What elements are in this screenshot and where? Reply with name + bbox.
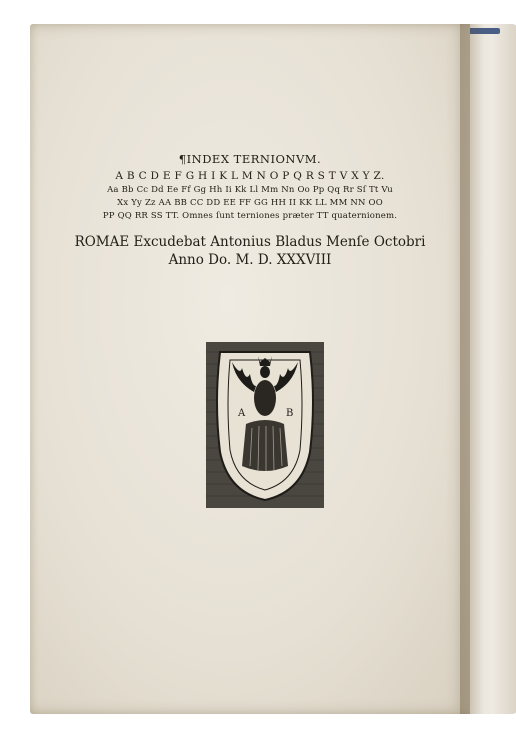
eagle-body-icon [254, 380, 276, 416]
page-gutter-shadow [460, 24, 484, 714]
imprint-line-2: Anno Do. M. D. XXXVIII [168, 252, 332, 268]
index-text-block [30, 152, 470, 269]
imprint-line-1: ROMAE Excudebat Antonius Bladus Menſe Octobri [74, 234, 426, 250]
eagle-head-icon [260, 366, 270, 378]
woodcut-letter-left: A [238, 408, 246, 419]
imprint [30, 233, 470, 269]
index-line-4: PP QQ RR SS TT. Omnes ſunt terniones præter TT quaternionem. [102, 211, 398, 221]
book [30, 18, 516, 708]
woodcut-letter-right: B [286, 408, 294, 419]
index-line-2: Aa Bb Cc Dd Ee Ff Gg Hh Ii Kk Ll Mm Nn Oo Pp Qq Rr Sſ Tt Vu [107, 185, 393, 195]
printers-device-woodcut [206, 342, 324, 508]
index-line-3: Xx Yy Zz AA BB CC DD EE FF GG HH II KK LL MM NN OO [117, 198, 383, 208]
index-line-1: A B C D E F G H I K L M N O P Q R S T V X Y Z. [115, 170, 385, 182]
book-page [30, 24, 470, 714]
index-title: ¶INDEX TERNIONVM. [178, 152, 322, 166]
